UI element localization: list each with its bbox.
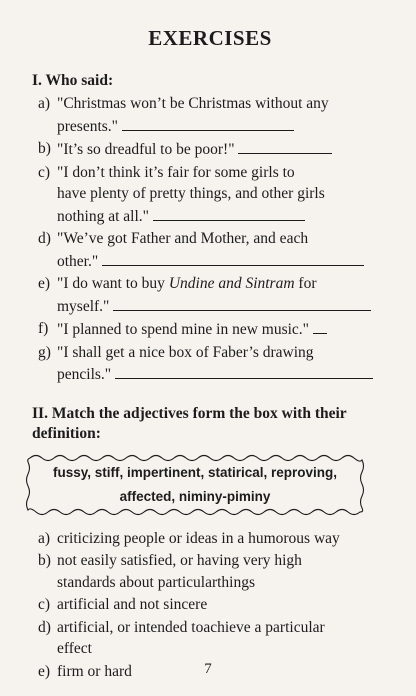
item-letter: d) xyxy=(38,618,51,636)
quote-item-b xyxy=(38,138,382,161)
quote-line: nothing at all." xyxy=(57,207,149,225)
answer-blank[interactable] xyxy=(122,115,294,131)
answer-blank[interactable] xyxy=(102,250,364,266)
page-number: 7 xyxy=(204,661,212,677)
definition-item-d xyxy=(38,617,382,660)
definition-line: not easily satisfied, or having very high xyxy=(57,552,302,569)
definition-line: artificial and not sincere xyxy=(57,596,208,613)
quote-line: "I don’t think it’s fair for some girls to xyxy=(57,163,295,181)
section-2-heading-line: definition: xyxy=(32,424,101,442)
answer-blank[interactable] xyxy=(113,295,371,311)
quote-line: for xyxy=(294,275,317,292)
definition-line: firm or hard xyxy=(57,662,132,680)
definition-line: criticizing people or ideas in a humorous way xyxy=(57,529,340,547)
item-letter: b) xyxy=(38,552,51,569)
quote-line: "Christmas won’t be Christmas without any xyxy=(57,95,329,112)
quote-line: other." xyxy=(57,252,99,270)
page-title: EXERCISES xyxy=(148,26,272,50)
quote-line: "I do want to buy xyxy=(57,275,169,292)
quote-item-a xyxy=(38,93,382,137)
quote-line: "It’s so dreadful to be poor!" xyxy=(57,141,235,158)
item-letter: f) xyxy=(38,320,49,337)
adjectives-line: fussy, stiff, impertinent, statirical, reproving, xyxy=(52,464,338,480)
quote-line: myself." xyxy=(57,297,110,315)
quote-line: pencils." xyxy=(57,366,112,383)
quote-item-g xyxy=(38,342,382,386)
quote-item-c xyxy=(38,162,382,228)
definition-line: standards about particularthings xyxy=(57,573,256,591)
item-letter: a) xyxy=(38,95,51,112)
quote-line: presents." xyxy=(57,117,118,135)
item-letter: d) xyxy=(38,230,51,247)
definition-item-c xyxy=(38,594,382,616)
definition-line: artificial, or intended toachieve a particular xyxy=(57,618,325,636)
answer-blank[interactable] xyxy=(238,138,332,154)
quote-line: "We’ve got Father and Mother, and each xyxy=(57,230,309,247)
item-letter: e) xyxy=(38,662,51,680)
section-1-heading: I. Who said: xyxy=(32,72,114,89)
item-letter: c) xyxy=(38,596,51,613)
quote-item-f xyxy=(38,318,382,341)
definition-item-a xyxy=(38,528,382,550)
quote-item-e xyxy=(38,273,382,317)
quote-item-d xyxy=(38,228,382,272)
answer-blank[interactable] xyxy=(115,363,373,379)
item-letter: g) xyxy=(38,343,51,361)
item-letter: c) xyxy=(38,163,51,181)
quote-line: have plenty of pretty things, and other girls xyxy=(57,185,325,202)
item-letter: e) xyxy=(38,275,51,292)
item-letter: b) xyxy=(38,140,51,157)
quote-line: "I shall get a nice box of Faber’s drawing xyxy=(57,343,314,361)
adjectives-line: affected, niminy-piminy xyxy=(119,488,271,504)
definition-item-b xyxy=(38,550,382,593)
definition-line: effect xyxy=(57,640,92,657)
section-2-heading-line: II. Match the adjectives form the box with their xyxy=(32,404,347,422)
item-letter: a) xyxy=(38,529,51,547)
quote-line: "I planned to spend mine in new music." xyxy=(57,321,309,338)
section-2-heading xyxy=(32,404,382,444)
adjectives-box xyxy=(22,452,368,518)
book-title: Undine and Sintram xyxy=(168,275,295,292)
answer-blank[interactable] xyxy=(313,318,327,334)
answer-blank[interactable] xyxy=(153,205,305,221)
